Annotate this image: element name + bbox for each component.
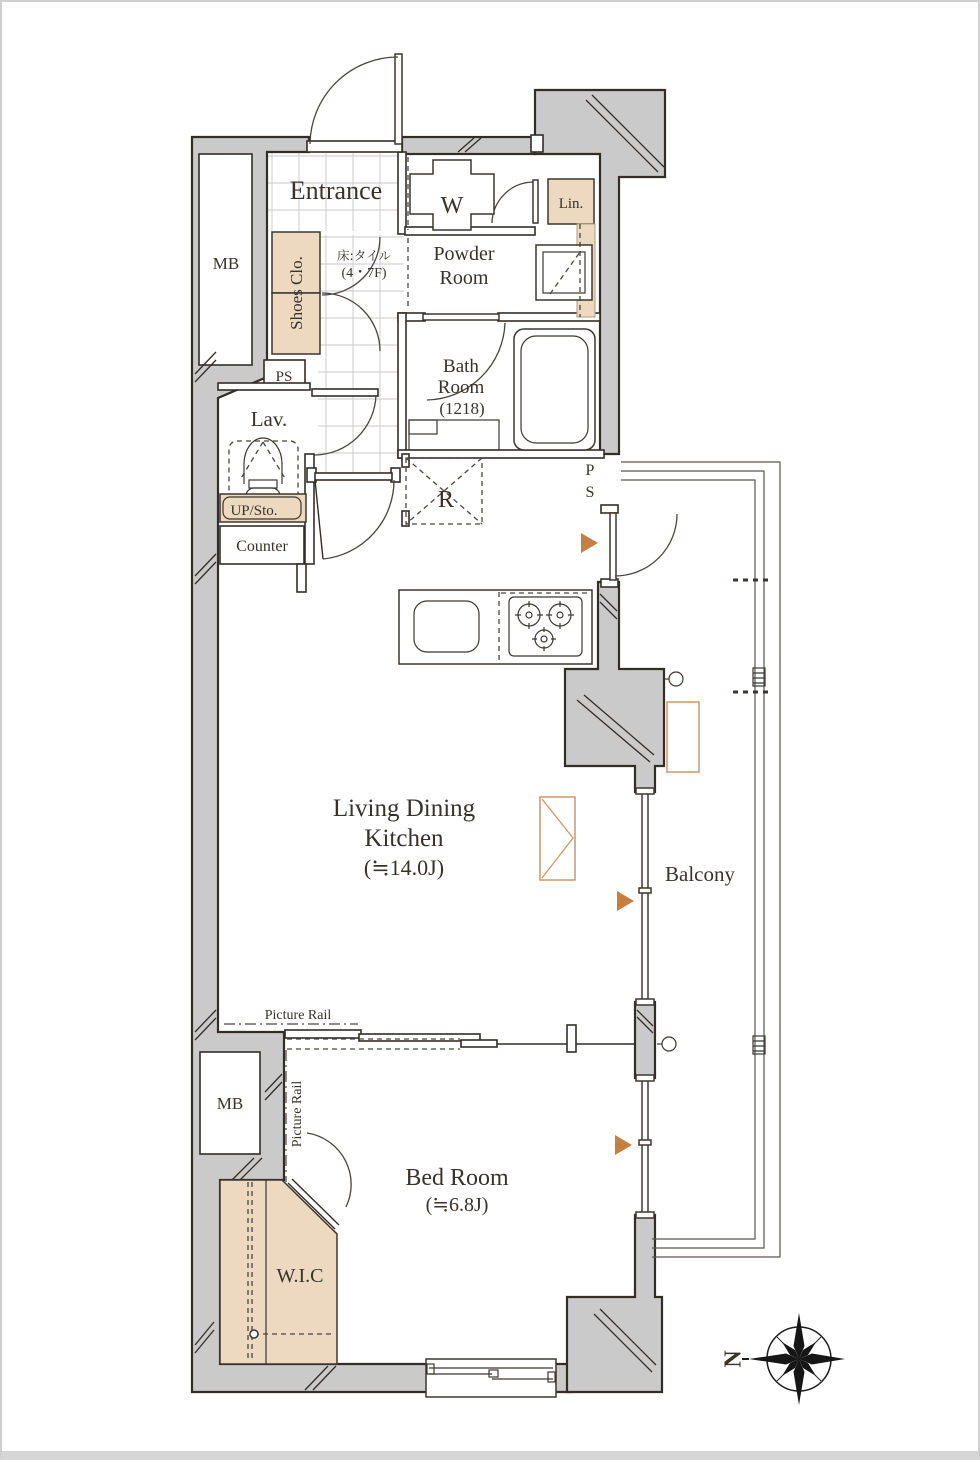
ldk-orange-window-symbol [540,797,575,880]
label-entrance: Entrance [289,176,383,205]
wall-top-right-segment [402,137,535,154]
label-bath-1: Bath [443,356,479,377]
label-powder-2: Room [439,267,489,289]
entrance-door [307,54,402,152]
label-ps-left: PS [275,369,293,385]
compass [721,1313,846,1405]
label-shoes-closet: Shoes Clo. [287,256,306,330]
label-ldk-1: Living Dining [332,795,476,822]
label-bedroom-1: Bed Room [405,1165,509,1191]
label-ldk-3: (≒14.0J) [363,855,445,880]
wall-bottom-right-block [567,1215,662,1392]
kitchen-counter [399,590,592,664]
bottom-sliding-window [426,1359,556,1397]
arrow-bedroom-window [615,1135,632,1155]
label-picture-rail-h: Picture Rail [264,1008,332,1023]
linen-door [492,180,538,223]
label-fridge: R [437,487,455,513]
vanity-sink [536,245,592,300]
floor-plan-drawing [2,2,980,1462]
label-ps-right-s: S [585,484,595,501]
wall-window-pier [635,1002,655,1078]
label-washer: W [440,193,464,219]
label-bath-2: Room [437,377,485,398]
label-lavatory: Lav. [250,407,288,431]
balcony-access-door [601,505,677,587]
label-counter: Counter [236,538,288,555]
wall-notch [531,135,543,152]
label-ps-right-p: P [585,462,595,479]
ldk-window [636,788,654,1005]
bath-counter [409,420,499,450]
hall-ldk-door [315,480,394,559]
label-powder-1: Powder [433,243,495,265]
label-floor-note-1: 床:タイル [337,248,391,263]
label-wic: W.I.C [276,1265,324,1287]
balcony [621,462,780,1257]
label-floor-note-2: (4・7F) [341,266,387,281]
label-up-storage: UP/Sto. [230,503,278,519]
ac-unit-symbol [667,702,699,772]
label-ldk-2: Kitchen [364,825,444,852]
arrow-ldk-window [617,891,634,911]
label-bath-3: (1218) [439,399,485,418]
bedroom-window [636,1075,654,1218]
label-picture-rail-v: Picture Rail [290,1080,305,1148]
label-linen: Lin. [558,196,584,212]
arrow-balcony-door [581,533,598,553]
bathtub [514,329,595,450]
label-mb-top: MB [212,254,240,273]
compass-north-label: N [720,1350,747,1368]
label-mb-bottom: MB [216,1094,244,1113]
label-balcony: Balcony [665,862,735,886]
label-bedroom-2: (≒6.8J) [425,1194,489,1216]
